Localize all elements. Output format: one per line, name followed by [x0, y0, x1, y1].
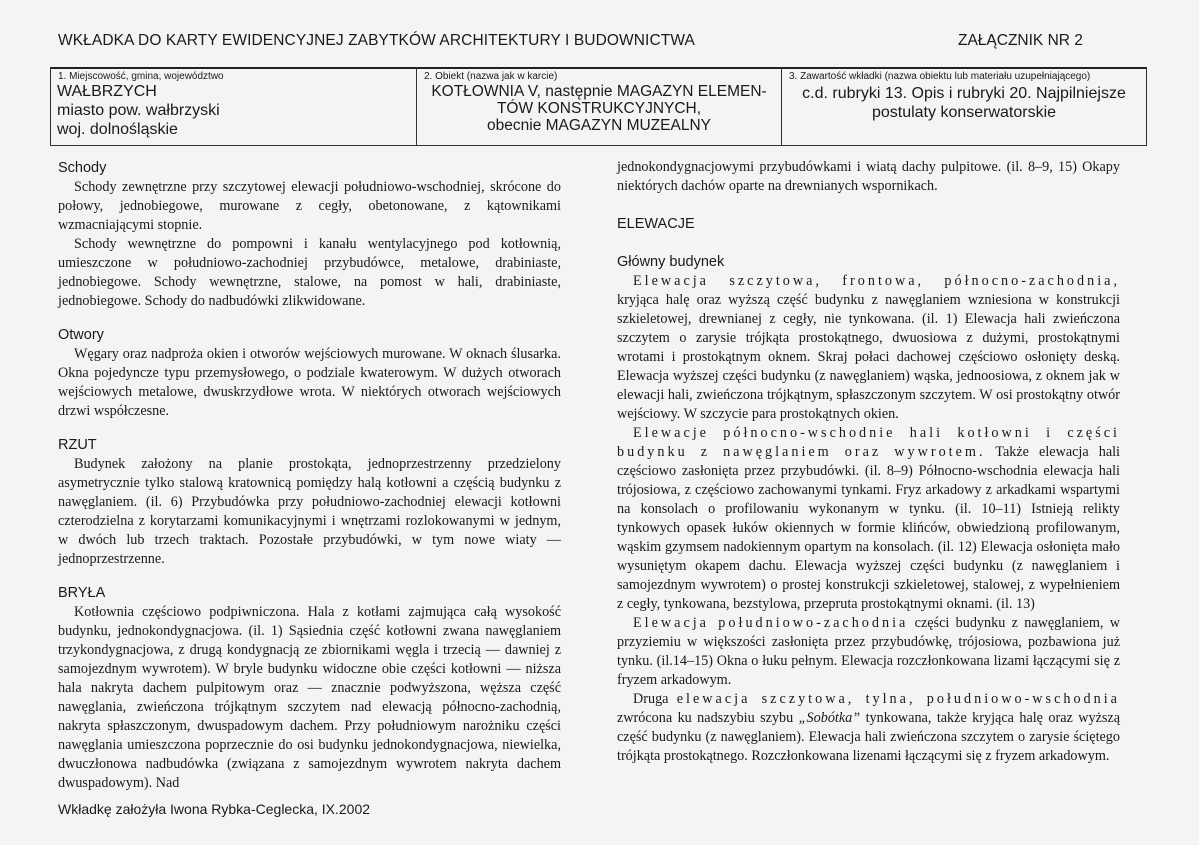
paragraph-text: części budynku z nawęglaniem, w przyziemiu w większości zasłonięta przez przybudówkę, trójosiowa, pozbawiona już tynku. (il.14–15) Okna o łuku pełnym. Elewacja rozczłonkowana lizami łączącymi się z fryzem arkadowym.: [617, 615, 1120, 688]
object-value: [417, 82, 781, 134]
paragraph: Kotłownia częściowo podpiwniczona. Hala z kotłami zajmująca całą wysokość budynku, jednokondygnacjowa. (il. 1) Sąsiednia część kotłowni zwana nawęglaniem trzykondygnacjowa, z drugą kondygnacją ze zbiornikami węgla i trzecią — dawniej z samojezdnym wywrotem). W bryle budynku widoczne obie części kotłowni — niższa hala nakryta dachem pulpitowym oraz — znacznie podwyższona, węższa część nawęglania, zwieńczona trójkątnym szczytem nad elewacją północno-zachodnią, nakryta spłaszczonym, dwuspadowym dachem. Przy południowym narożniku części nawęglania umieszczona poprzecznie do osi budynku jednokondygnacjowa, niewielka, dwuczłonowa nadbudówka (związana z samojezdnym wywrotem nakryta dachem dwuspadowym). Nad: [58, 604, 561, 791]
contents-line: c.d. rubryki 13. Opis i rubryki 20. Najpilniejsze: [802, 85, 1126, 102]
location-line: WAŁBRZYCH: [57, 83, 157, 100]
paragraph: Schody wewnętrzne do pompowni i kanału wentylacyjnego pod kotłownią, umieszczone w południowo-zachodniej przybudówce, metalowe, drabiniaste, jednobiegowe. Schody wewnętrzne, stalowe, na pomost w hali, drabiniaste, jednobiegowe. Schody do nadbudówki zlikwidowane.: [58, 236, 561, 309]
section-heading-elewacje: ELEWACJE: [617, 216, 695, 232]
spaced-lead: Elewacja południowo-zachodnia: [633, 615, 909, 631]
section-heading-rzut: RZUT: [58, 437, 97, 453]
paragraph: [617, 614, 1120, 690]
document-title: WKŁADKA DO KARTY EWIDENCYJNEJ ZABYTKÓW ARCHITEKTURY I BUDOWNICTWA: [58, 32, 695, 49]
location-value: [51, 82, 416, 139]
paragraph: Węgary oraz nadproża okien i otworów wejściowych murowane. W oknach ślusarka. Okna pojedyncze typu przemysłowego, o podziale kwaterowym. W dużych otworach wejściowych metalowe, dwuskrzydłowe wrota. W niektórych otworach wejściowych drzwi współczesne.: [58, 346, 561, 419]
contents-box: [782, 68, 1147, 146]
section-heading-schody: Schody: [58, 160, 107, 176]
right-column: [617, 158, 1120, 766]
paragraph-text: zwrócona ku nadszybiu szybu: [617, 710, 799, 726]
location-line: woj. dolnośląskie: [57, 121, 178, 138]
object-label: 2. Obiekt (nazwa jak w karcie): [424, 71, 558, 82]
left-column: [58, 158, 561, 793]
section-heading-bryla: BRYŁA: [58, 585, 106, 601]
paragraph: [617, 424, 1120, 614]
contents-line: postulaty konserwatorskie: [871, 104, 1057, 121]
paragraph: jednokondygnacjowymi przybudówkami i wiatą dachy pulpitowe. (il. 8–9, 15) Okapy niektórych dachów oparte na drewnianych wspornikach.: [617, 159, 1120, 194]
location-box: [50, 68, 417, 146]
paragraph-text: Także elewacja hali częściowo zasłonięta przez przybudówki. (il. 8–9) Północno-wschodnia elewacja hali trójosiowa, z częściowo zachowanymi tynkami. Fryz arkadowy z arkadkami wspartymi na konsolach o profilowaniu wykonanym w tynku. (il. 10–11) Istnieją relikty tynkowych opasek łuków okiennych w formie klińców, obwiedzioną profilowanym, wąskim gzymsem nadokiennym opartym na konsolach. (il. 12) Elewacja osłonięta mało wysuniętym okapem dachu. Elewacja wyższej części budynku (z nawęglaniem i samojezdnym wywrotem) o prostej konstrukcji szkieletowej, stalowej, z wypełnieniem z cegły, tynkowana, bezstylowa, przepruta prostokątnymi oknami. (il. 13): [617, 444, 1120, 612]
footer-author: Wkładkę założyła Iwona Rybka-Ceglecka, IX.2002: [58, 801, 371, 817]
paragraph: [617, 690, 1120, 766]
spaced-lead: elewacja szczytowa, tylna, południowo-wschodnia: [676, 691, 1120, 707]
contents-label: 3. Zawartość wkładki (nazwa obiektu lub materiału uzupełniającego): [789, 71, 1091, 82]
paragraph: [617, 272, 1120, 424]
object-box: [417, 68, 782, 146]
shaft-name: „Sobótka”: [798, 710, 861, 726]
paragraph-text: kryjąca halę oraz wyższą część budynku z nawęglaniem wzniesiona w konstrukcji szkieletowej, drewnianej z cegły, nie tynkowana. (il. 1) Elewacja hali zwieńczona szczytem o zarysie trójkąta prostokątnego, dwuosiowa z dużymi, prostokątnymi wrotami i prostokątnym oknem. Skraj połaci dachowej częściowo osłonięty deską. Elewacja wyższej części budynku (z nawęglaniem) wąska, jednoosiowa, z oknem jak w elewacji hali, zwieńczona trójkątnym, spłaszczonym szczytem. W osi prostokątny otwór wejściowy. W szczycie para prostokątnych okien.: [617, 292, 1120, 422]
paragraph-text: Druga: [633, 691, 677, 707]
contents-value: [782, 82, 1146, 122]
paragraph-text: tynkowana, także kryjąca halę oraz wyższą część budynku (z nawęglaniem). Elewacja hali zwieńczona szczytem o zarysie ściętego trójkąta prostokątnego. Rozczłonkowana lizenami łączącymi się z fryzem arkadowym.: [617, 710, 1120, 764]
section-heading-otwory: Otwory: [58, 327, 104, 343]
location-line: miasto pow. wałbrzyski: [57, 102, 220, 119]
object-line: obecnie MAGAZYN MUZEALNY: [487, 117, 711, 134]
object-line: KOTŁOWNIA V, następnie MAGAZYN ELEMEN-: [431, 83, 767, 100]
annex-number: ZAŁĄCZNIK NR 2: [958, 32, 1083, 49]
paragraph: Schody zewnętrzne przy szczytowej elewacji południowo-wschodniej, skrócone do połowy, jednobiegowe, murowane z cegły, obetonowane, z kątownikami wzmacniającymi stopnie.: [58, 179, 561, 233]
spaced-lead: Elewacja szczytowa, frontowa, północno-zachodnia,: [633, 273, 1120, 289]
subsection-heading-glowny: Główny budynek: [617, 254, 725, 270]
spaced-lead: Elewacje północno-wschodnie hali kotłowni i części budynku z nawęglaniem oraz wywrotem.: [617, 425, 1120, 460]
paragraph: Budynek założony na planie prostokąta, jednoprzestrzenny przedzielony asymetrycznie tylko stalową kratownicą pomiędzy halą kotłowni a częścią budynku z nawęglaniem. (il. 6) Przybudówka przy południowo-zachodniej elewacji kotłowni czterodzielna z korytarzami komunikacyjnymi i wnętrzami rozlokowanymi w jednym, w dwóch lub trzech traktach. Pozostałe przybudówki, w tym nowe wiaty — jednoprzestrzenne.: [58, 456, 561, 567]
location-label: 1. Miejscowość, gmina, województwo: [58, 71, 224, 82]
object-line: TÓW KONSTRUKCYJNYCH,: [496, 100, 702, 117]
